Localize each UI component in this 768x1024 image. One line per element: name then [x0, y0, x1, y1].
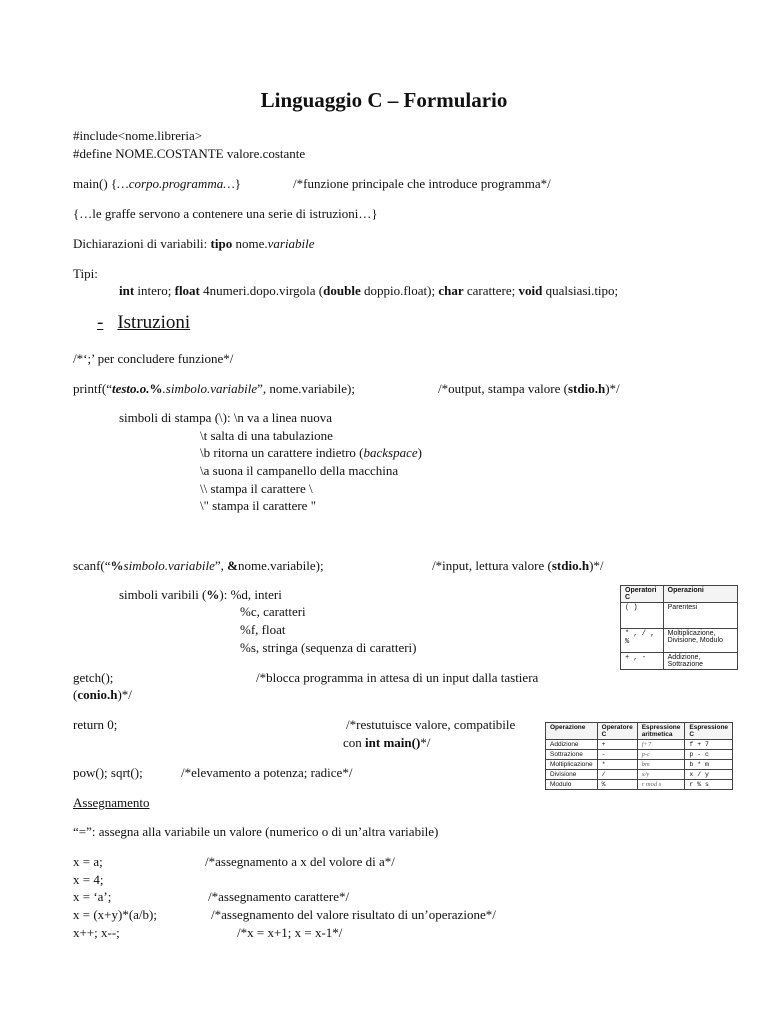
table-cell: * , / , %	[621, 629, 664, 653]
table-cell: b * m	[685, 760, 733, 770]
conio-close: )*/	[117, 687, 132, 702]
assign-heading: Assegnamento	[73, 795, 150, 810]
scanf-amp: &	[227, 558, 239, 573]
main-body: …corpo.programma…	[117, 176, 235, 191]
arithmetic-operators-table	[545, 722, 733, 790]
pow-comment: /*elevamento a potenza; radice*/	[181, 765, 353, 780]
table-header: Operazioni	[663, 586, 737, 603]
table-header: Operazione	[546, 723, 598, 740]
type-float: float	[174, 283, 200, 298]
main-close: }	[234, 176, 242, 191]
semicolon-line: /*‘;’ per concludere funzione*/	[73, 351, 234, 366]
include-line: #include<nome.libreria>	[73, 128, 203, 143]
table-cell: p-c	[637, 750, 685, 760]
table-header: Espressione C	[685, 723, 733, 740]
table-cell: p - c	[685, 750, 733, 760]
table-cell: bm	[637, 760, 685, 770]
printf-line	[73, 380, 355, 397]
table-cell: ( )	[621, 603, 664, 629]
type-void: void	[518, 283, 543, 298]
table-cell: f + 7	[685, 740, 733, 750]
type-int-desc: intero;	[134, 283, 175, 298]
decl-name: nome.	[232, 236, 268, 251]
escape-t: \t salta di una tabulazione	[200, 428, 333, 443]
printf-symbol: .simbolo.variabile	[162, 381, 258, 396]
operators-precedence-table	[620, 585, 738, 670]
define-line: #define NOME.COSTANTE valore.costante	[73, 146, 306, 161]
return-comment-2	[343, 734, 430, 751]
table-cell: f+7	[637, 740, 685, 750]
scanf-open: scanf(“	[73, 558, 111, 573]
scanf-header: stdio.h	[551, 558, 590, 573]
return-line: return 0;	[73, 717, 118, 732]
table-cell: Modulo	[546, 780, 598, 790]
return-close: */	[420, 735, 431, 750]
table-row	[546, 760, 733, 770]
table-row	[546, 740, 733, 750]
table-cell: Moltiplicazione	[546, 760, 598, 770]
type-char-desc: carattere;	[463, 283, 519, 298]
assign-code-3: x = ‘a’;	[73, 889, 112, 904]
scanf-sep: ”,	[214, 558, 228, 573]
section-heading	[97, 312, 190, 334]
varsym-a: simboli varibili (	[119, 587, 207, 602]
table-row	[621, 653, 738, 670]
varsym-d: ): %d, interi	[219, 587, 282, 602]
decl-var: variabile	[267, 236, 315, 251]
return-comment: /*restutuisce valore, compatibile	[346, 717, 516, 732]
assign-comment-5: /*x = x+1; x = x-1*/	[237, 925, 343, 940]
types-line	[119, 282, 618, 299]
table-cell: Addizione, Sottrazione	[663, 653, 737, 670]
main-code: main() {	[73, 176, 118, 191]
section-title: Istruzioni	[117, 312, 191, 333]
backspace-word: backspace	[363, 445, 418, 460]
table-header: Operatori C	[621, 586, 664, 603]
table-cell: Moltiplicazione, Divisione, Modulo	[663, 629, 737, 653]
escape-quote: \" stampa il carattere "	[200, 498, 317, 513]
assign-code-4: x = (x+y)*(a/b);	[73, 907, 157, 922]
varsym-percent: %	[206, 587, 220, 602]
printf-close: ”, nome.variabile);	[257, 381, 355, 396]
printf-open: printf(“	[73, 381, 112, 396]
table-cell: +	[597, 740, 637, 750]
varsym-s: %s, stringa (sequenza di caratteri)	[240, 640, 417, 655]
conio-line	[73, 686, 132, 703]
table-cell: r % s	[685, 780, 733, 790]
main-comment: /*funzione principale che introduce programma*/	[293, 176, 551, 191]
type-double: double	[323, 283, 361, 298]
assign-code-2: x = 4;	[73, 872, 104, 887]
return-con: con	[343, 735, 366, 750]
escape-intro: simboli di stampa (\): \n va a linea nuova	[119, 410, 333, 425]
braces-line: {…le graffe servono a contenere una serie di istruzioni…}	[73, 206, 378, 221]
varsym-intro	[119, 586, 282, 603]
assign-comment-3: /*assegnamento carattere*/	[208, 889, 350, 904]
printf-percent: %	[149, 381, 163, 396]
conio-header: conio.h	[77, 687, 118, 702]
types-label: Tipi:	[73, 266, 98, 281]
table-header: Operatore C	[597, 723, 637, 740]
return-intmain: int main()	[365, 735, 421, 750]
assign-comment-1: /*assegnamento a x del volore di a*/	[205, 854, 395, 869]
scanf-percent: %	[110, 558, 124, 573]
assign-code-1: x = a;	[73, 854, 103, 869]
table-cell: *	[597, 760, 637, 770]
table-row	[621, 603, 738, 629]
scanf-var: nome.variabile);	[238, 558, 324, 573]
scanf-symbol: simbolo.variabile	[123, 558, 215, 573]
printf-comment	[438, 380, 620, 397]
table-cell: Sottrazione	[546, 750, 598, 760]
escape-b	[200, 444, 422, 461]
varsym-f: %f, float	[240, 622, 286, 637]
table-row	[546, 770, 733, 780]
declaration-line	[73, 235, 315, 252]
type-char: char	[438, 283, 464, 298]
varsym-c: %c, caratteri	[240, 604, 306, 619]
table-cell: x / y	[685, 770, 733, 780]
table-cell: Parentesi	[663, 603, 737, 629]
table-row	[546, 750, 733, 760]
printf-header: stdio.h	[567, 381, 606, 396]
printf-comment-c: )*/	[605, 381, 620, 396]
type-int: int	[119, 283, 135, 298]
pow-line: pow(); sqrt();	[73, 765, 143, 780]
backspace-close: )	[417, 445, 422, 460]
escape-b-text: \b ritorna un carattere indietro (	[200, 445, 364, 460]
decl-label: Dichiarazioni di variabili:	[73, 236, 211, 251]
type-float-desc: 4numeri.dopo.virgola (	[199, 283, 324, 298]
printf-text: testo.o.	[111, 381, 150, 396]
table-header-row	[621, 586, 738, 603]
main-line	[73, 175, 241, 192]
table-cell: + , -	[621, 653, 664, 670]
page-title: Linguaggio C – Formulario	[260, 88, 508, 112]
table-cell: /	[597, 770, 637, 780]
section-dash: -	[97, 312, 104, 333]
type-void-desc: qualsiasi.tipo;	[542, 283, 619, 298]
scanf-comment-a: /*input, lettura valore (	[432, 558, 552, 573]
table-cell: %	[597, 780, 637, 790]
table-cell: Addizione	[546, 740, 598, 750]
type-double-desc: doppio.float);	[360, 283, 439, 298]
table-cell: r mod s	[637, 780, 685, 790]
scanf-comment-c: )*/	[589, 558, 604, 573]
scanf-line	[73, 557, 324, 574]
escape-a: \a suona il campanello della macchina	[200, 463, 399, 478]
decl-type: tipo	[210, 236, 233, 251]
getch-line: getch();	[73, 670, 114, 685]
table-cell: Divisione	[546, 770, 598, 780]
assign-code-5: x++; x--;	[73, 925, 120, 940]
table-cell: -	[597, 750, 637, 760]
assign-desc: “=”: assegna alla variabile un valore (numerico o di un’altra variabile)	[73, 824, 439, 839]
conio-open: (	[73, 687, 78, 702]
table-row	[546, 780, 733, 790]
printf-comment-a: /*output, stampa valore (	[438, 381, 568, 396]
scanf-comment	[432, 557, 604, 574]
table-row	[621, 629, 738, 653]
table-header-row	[546, 723, 733, 740]
getch-comment: /*blocca programma in attesa di un input dalla tastiera	[256, 670, 539, 685]
table-header: Espressione aritmetica	[637, 723, 685, 740]
table-cell: x/y	[637, 770, 685, 780]
assign-comment-4: /*assegnamento del valore risultato di un’operazione*/	[211, 907, 496, 922]
escape-backslash: \\ stampa il carattere \	[200, 481, 313, 496]
